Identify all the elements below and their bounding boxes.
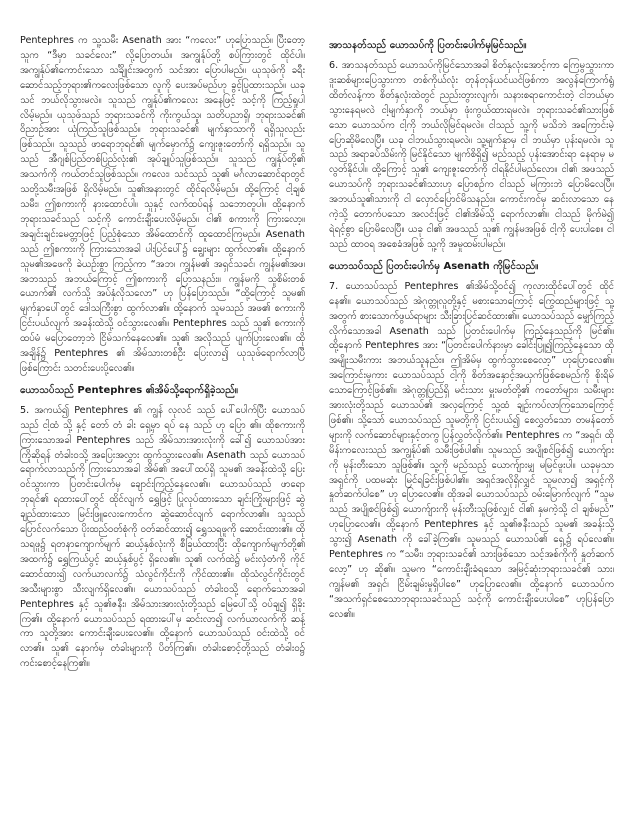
left-column — [20, 34, 305, 804]
body-paragraph: 7. ယောသပ်သည် Pentephres ၏အိမ်သို့ဝင်၍ ကုလားထိုင်ပေါ်တွင် ထိုင်နေ၏။ ယောသပ်သည် အဲဂုတ္တုလူတို့နှင့် မစားသောကြောင့် ကြွေထည်များဖြင့် သူ့အတွက် စားသောက်ဖွယ်ရာများ သီးခြားပြင်ဆင်ထား၏။ ယောသပ်သည် မျှော်ကြည့်လိုက်သောအခါ Asenath သည် ပြတင်းပေါက်မှ ကြည့်နေသည်ကို မြင်၏။ ထို့နောက် Pentephres အား “ပြတင်းပေါက်နားမှာ ခေါင်းပြူ၍ကြည့်နေသော ထိုအမျိုးသမီးကား အဘယ်သူနည်း။ ဤအိမ်မှ ထွက်သွားစေလော့” ဟုပြောလေ၏။ အကြောင်းမှုကား ယောသပ်သည် ငါ့ကို စိတ်အနှောင့်အယှက်ဖြစ်စေမည်ကို စိုးရိမ်သောကြောင့်ဖြစ်၏။ အဲဂုတ္တုပြည်ရှိ မင်းသား မှူးမတ်တို့၏ ကတော်များ၊ သမီးများအားလုံးတို့သည် ယောသပ်၏ အလှကြောင့် သူ့ထံ ချဉ်းကပ်လာကြသောကြောင့် ဖြစ်၏။ သို့သော် ယောသပ်သည် သူမတို့ကို ငြင်းပယ်၍ စေလွှတ်သော တမန်တော်များကို လက်ဆောင်များနှင့်တကွ ပြန်လွှတ်လိုက်၏။ Pentephres က “အရှင်၊ ထိုမိန်းကလေးသည် အကျွန်ုပ်၏ သမီးဖြစ်ပါ၏။ သူမသည် အပျိုစင်ဖြစ်၍ ယောက်ျားကို မုန်းတီးသော သူဖြစ်၏။ သူ့ကို မည်သည့် ယောက်ျားမျှ မမြင်ဖူးပါ။ ယခုမှသာ အရှင်ကို ပထမဆုံး မြင်ရခြင်းဖြစ်ပါ၏။ အရှင်အလိုရှိလျှင် သူမလာ၍ အရှင့်ကို နှုတ်ဆက်ပါစေ” ဟု ပြောလေ၏။ ထိုအခါ ယောသပ်သည် ဝမ်းမြောက်လျက် “သူမသည် အပျိုစင်ဖြစ်၍ ယောက်ျားကို မုန်းတီးသူဖြစ်လျှင် ငါ၏ နှမကဲ့သို့ ငါ ချစ်မည်” ဟုပြောလေ၏။ ထို့နောက် Pentephres နှင့် သူ၏ဇနီးသည် သူမ၏ အခန်းသို့ သွား၍ Asenath ကို ခေါ်ခဲ့ကြ၏။ သူမသည် ယောသပ်၏ ရှေ့၌ ရပ်လေ၏။ Pentephres က “သမီး၊ ဘုရားသခင်၏ သားဖြစ်သော သင့်အစ်ကိုကို နှုတ်ဆက်လော့” ဟု ဆို၏။ သူမက “ကောင်းချီးခံရသော အမြင့်ဆုံးဘုရားသခင်၏ သား၊ ကျွန်မ၏ အရှင်၊ ငြိမ်းချမ်းမှုရှိပါစေ” ဟုပြောလေ၏။ ထို့နောက် ယောသပ်က “အသက်ရှင်စေသောဘုရားသခင်သည် သင့်ကို ကောင်းချီးပေးပါစေ” ဟုပြန်ပြောလေ၏။ — [329, 280, 614, 620]
two-column-layout — [20, 34, 618, 804]
section-heading: ယောသပ်သည် Pentephres ၏အိမ်သို့ရောက်ရှိခဲ့သည်။ — [20, 384, 238, 396]
body-paragraph: 6. အာသနတ်သည် ယောသပ်ကိုမြင်သောအခါ စိတ်နှလုံးအောင့်ကာ ကြေမွသွားကာ ဒူးဆစ်များပြေသွားကာ တစ်ကိုယ်လုံး တုန်တုန်ယင်ယင်ဖြစ်ကာ အလွန်ကြောက်ရွံ့ထိတ်လန့်ကာ စိတ်နှလုံးထဲတွင် ညည်းတွားလျက်၊ သနားစရာကောင်းတဲ့ ငါဘယ်မှာ သွားနေရမလဲ ငါ့မျက်နှာကို ဘယ်မှာ ဖုံးကွယ်ထားရမလဲ။ ဘုရားသခင်၏သားဖြစ်သော ယောသပ်က ငါ့ကို ဘယ်လိုမြင်ရမလဲ။ ငါသည် သူ့ကို မသိဘဲ အကြောင်းမဲ့ ပြောဆိုမိလေပြီ။ ယခု ငါဘယ်သွားရမလဲ။ သူ့မျက်နှာမှ ငါ ဘယ်မှာ ပုန်းရမလဲ။ သူသည် အရာခပ်သိမ်းကို မြင်နိုင်သော မျက်စိရှိ၍ မည်သည့် ပုန်းအောင်းရာ နေရာမှ မလွတ်နိုင်ပါ။ ထို့ကြောင့် သူ၏ ကျေးဇူးတော်ကို ငါရနိုင်ပါမည်လော။ ငါ၏ အဖသည် ယောသပ်ကို ဘုရားသခင်၏သားဟု ပြောစဉ်က ငါသည် မကြားဘဲ ပြောမိလေပြီ။ အဘယ်သူ၏သားကို ငါ လှောင်ပြောင်မိသနည်း။ ကောင်းကင်မှ ဆင်းလာသော နေကဲ့သို့ တောက်ပသော အလင်းဖြင့် ငါ၏အိမ်သို့ ရောက်လာ၏။ ငါသည် မိုက်မဲ၍ ရဲရင့်စွာ ပြောမိလေပြီ။ ယခု ငါ၏ အဖသည် သူ၏ ကျွန်မအဖြစ် ငါ့ကို ပေးပါစေ။ ငါသည် ထာဝရ အစေခံအဖြစ် သူ့ကို အမှုထမ်းပါမည်။ — [329, 60, 614, 250]
body-paragraph: 5. အကယ်၍ Pentephres ၏ ကျွန် လုလင် သည် ပေါ်ပေါက်ပြီး ယောသပ် သည် ငါ့ထံ သို့ နှင့် တော် တံ ခါး ရှေ့မှာ ရပ် နေ သည် ဟု ပြော ၏။ ထိုစကားကို ကြားသောအခါ Pentephres သည် အိမ်သားအားလုံးကို ခေါ်၍ ယောသပ်အား ကြိုဆိုရန် တံခါးဝသို့ အပြေးအလွှား ထွက်သွားလေ၏။ Asenath သည် ယောသပ် ရောက်လာသည်ကို ကြားသောအခါ အိမ်၏ အပေါ်ထပ်ရှိ သူမ၏ အခန်းထဲသို့ ပြေးဝင်သွားကာ ပြတင်းပေါက်မှ ချောင်းကြည့်နေလေ၏။ ယောသပ်သည် ဖာရောဘုရင်၏ ရထားပေါ်တွင် ထိုင်လျက် ရွှေဖြင့် ပြုလုပ်ထားသော ချင်းကြိုးများဖြင့် ဆွဲချည်ထားသော မြင်းဖြူလေးကောင်က ဆွဲဆောင်လျက် ရောက်လာ၏။ သူသည် ပြောင်လက်သော ပိုးထည်ဝတ်စုံကို ဝတ်ဆင်ထား၍ ရွှေသရဖူကို ဆောင်းထား၏။ ထိုသရဖူ၌ ရတနာကျောက်မျက် ဆယ့်နှစ်လုံးကို စီခြယ်ထားပြီး ထိုကျောက်မျက်တို့၏ အထက်၌ ရွှေကြယ်ပွင့် ဆယ့်နှစ်ပွင့် ရှိလေ၏။ သူ၏ လက်ထဲ၌ မင်းလှံတံကို ကိုင်ဆောင်ထား၍ လက်ယာလက်၌ သံလွင်ကိုင်းကို ကိုင်ထား၏။ ထိုသံလွင်ကိုင်းတွင် အသီးများစွာ သီးလျက်ရှိလေ၏။ ယောသပ်သည် တံခါးဝသို့ ရောက်သောအခါ Pentephres နှင့် သူ၏ဇနီး၊ အိမ်သားအားလုံးတို့သည် မြေပေါ်သို့ ဝပ်ချ၍ ရှိခိုးကြ၏။ ထို့နောက် ယောသပ်သည် ရထားပေါ်မှ ဆင်းလာ၍ လက်ယာလက်ကို ဆန့်ကာ သူတို့အား ကောင်းချီးပေးလေ၏။ ထို့နောက် ယောသပ်သည် ဝင်းထဲသို့ ဝင်လာ၏။ သူ၏ နောက်မှ တံခါးများကို ပိတ်ကြ၏။ တံခါးစောင့်တို့သည် တံခါးဝ၌ ကင်းစောင့်နေကြ၏။ — [20, 404, 305, 670]
right-column — [329, 34, 614, 804]
section-heading: အာသနတ်သည် ယောသပ်ကို ပြတင်းပေါက်မှမြင်သည်။ — [329, 40, 527, 51]
section-heading: ယောသပ်သည် ပြတင်းပေါက်မှ Asenath ကိုမြင်သည်။ — [329, 260, 539, 272]
body-paragraph: Pentephres က သူ့သမီး Asenath အား “ကလေး” ဟုပြောသည်။ ပြီးတော့ သူက “ဒီမှာ သခင်လေး” လို့ပြောတယ်။ အကျွန်ုပ်တို့ စပ်ကြားတွင် ထိုင်ပါ။ အကျွန်ုပ်၏ကောင်းသော သင်္ချိုင်းအတွက် သင်အား ပြောပါမည်။ ယုသုဖ်ကို ခရီးဆောင်သည့်ဘုရား၏ကလေးဖြစ်သော လူကို ပေးအပ်မည်ဟု ခွင့်ပြုထားသည်။ ယခု သင် ဘယ်လိုသွားမလဲ။ သူသည် ကျွန်ုပ်၏ကလေး အနေဖြင့် သင့်ကို ကြည့်ရှုပါလိမ့်မည်။ ယုသုဖ်သည် ဘုရားသခင်ကို ကိုးကွယ်သူ၊ သတိပညာရှိ၊ ဘုရားသခင်၏ ဝိညာဉ်အား ယုံကြည်သူဖြစ်သည်။ ဘုရားသခင်၏ မျက်နှာသာကို ရရှိသူလည်းဖြစ်သည်။ သူသည် ဖာရောဘုရင်၏ မျက်မှောက်၌ ကျေးဇူးတော်ကို ရရှိသည်။ သူသည် အီဂျစ်ပြည်တစ်ပြည်လုံး၏ အုပ်ချုပ်သူဖြစ်သည်။ သူသည် ကျွန်ုပ်တို့၏ အသက်ကို ကယ်တင်သူဖြစ်သည်။ ကလေး၊ သင်သည် သူ၏ မင်္ဂလာဆောင်ရာတွင် သတို့သမီးအဖြစ် ရှိလိမ့်မည်။ သူ၏အနားတွင် ထိုင်ရလိမ့်မည်။ ထို့ကြောင့် ငါ့ချစ်သမီး၊ ဤစကားကို နားထောင်ပါ။ သူနှင့် လက်ထပ်ရန် သဘောတူပါ။ ထို့နောက် ဘုရားသခင်သည် သင့်ကို ကောင်းချီးပေးလိမ့်မည်။ ငါ၏ စကားကို ကြားလော့။ အချင်းချင်းမေတ္တာဖြင့် ပြည့်စုံသော အိမ်ထောင်ကို ထူထောင်ကြမည်။ Asenath သည် ဤစကားကို ကြားသောအခါ ပါးပြင်ပေါ်၌ ချွေးများ ထွက်လာ၏။ ထို့နောက် သူမ၏အဖေကို ခဲယဉ်းစွာ ကြည့်ကာ “အဘ၊ ကျွန်မ၏ အရှင်သခင်၊ ကျွန်မ၏အဖ၊ အဘသည် အဘယ်ကြောင့် ဤစကားကို ပြောသနည်း။ ကျွန်မကို သူစိမ်းတစ်ယောက်၏ လက်သို့ အပ်နှံလိုသလော” ဟု ပြန်ပြောသည်။ “ထို့ကြောင့် သူမ၏ မျက်နှာပေါ်တွင် ဒေါသကြီးစွာ ထွက်လာ၏။ ထို့နောက် သူမသည် အဖ၏ စကားကို ငြင်းပယ်လျက် အခန်းထဲသို့ ဝင်သွားလေ၏။ Pentephres သည် သူ၏ စကားကို ထပ်မံ မပြောတော့ဘဲ ငြိမ်သက်နေလေ၏။ သူ၏ အလိုသည် ပျက်ပြားလေ၏။ ထိုအချိန်၌ Pentephres ၏ အိမ်သားတစ်ဦး ပြေးလာ၍ ယုသုဖ်ရောက်လာပြီဖြစ်ကြောင်း သတင်းပေးပို့လေ၏။ — [20, 35, 305, 374]
